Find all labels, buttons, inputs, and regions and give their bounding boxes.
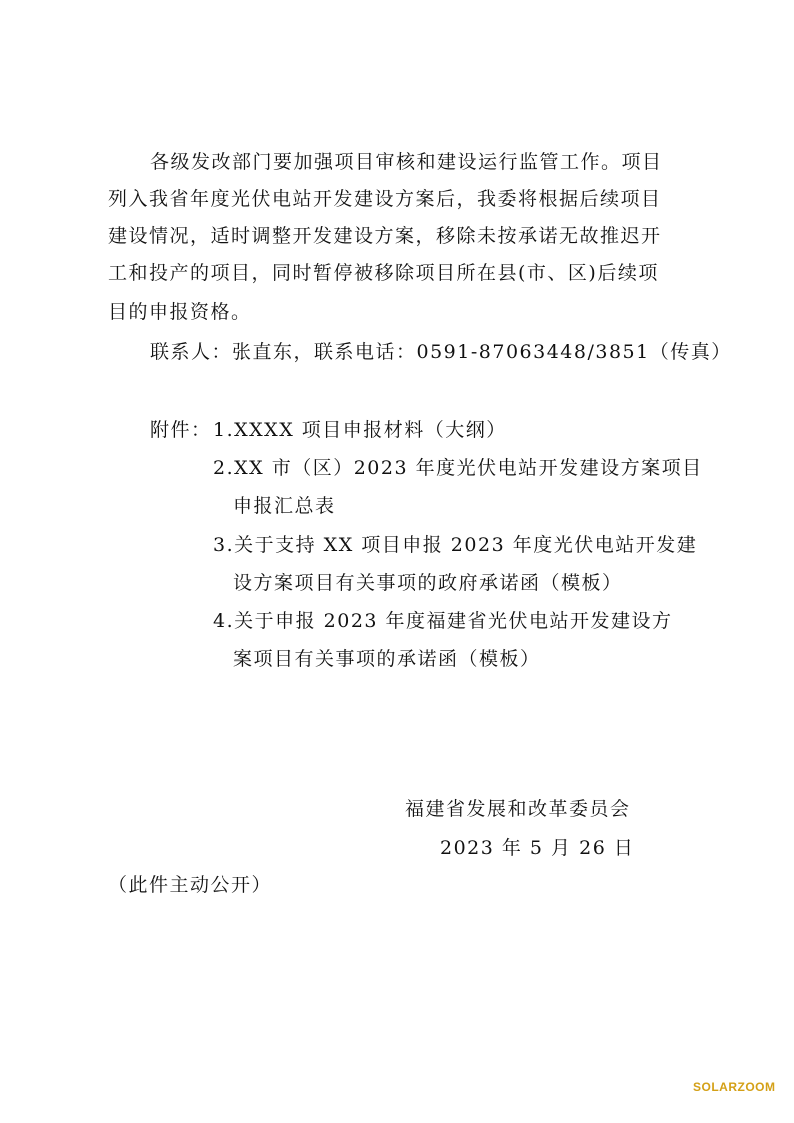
signature-date: 2023 年 5 月 26 日	[440, 837, 635, 859]
paragraph-line: 工和投产的项目，同时暂停被移除项目所在县(市、区)后续项	[108, 262, 659, 284]
paragraph-line: 各级发改部门要加强项目审核和建设运行监管工作。项目	[150, 151, 663, 173]
signature-org: 福建省发展和改革委员会	[405, 798, 631, 820]
disclosure-note: （此件主动公开）	[108, 874, 273, 896]
attachment-item: 3.关于支持 XX 项目申报 2023 年度光伏电站开发建	[213, 534, 698, 556]
paragraph-line: 目的申报资格。	[108, 301, 252, 323]
attachment-item-continued: 设方案项目有关事项的政府承诺函（模板）	[233, 572, 623, 594]
attachment-item: 2.XX 市（区）2023 年度光伏电站开发建设方案项目	[213, 457, 703, 479]
attachment-item: 4.关于申报 2023 年度福建省光伏电站开发建设方	[213, 610, 673, 632]
paragraph-line: 列入我省年度光伏电站开发建设方案后，我委将根据后续项目	[108, 188, 662, 210]
attachments-label: 附件：	[150, 419, 212, 441]
attachment-item-continued: 申报汇总表	[233, 495, 336, 517]
contact-line: 联系人：张直东，联系电话：0591-87063448/3851（传真）	[150, 341, 732, 363]
watermark-logo: SOLARZOOM	[693, 1080, 776, 1094]
attachment-item-continued: 案项目有关事项的承诺函（模板）	[233, 648, 541, 670]
paragraph-line: 建设情况，适时调整开发建设方案，移除未按承诺无故推迟开	[108, 225, 662, 247]
attachment-item: 1.XXXX 项目申报材料（大纲）	[213, 419, 507, 441]
